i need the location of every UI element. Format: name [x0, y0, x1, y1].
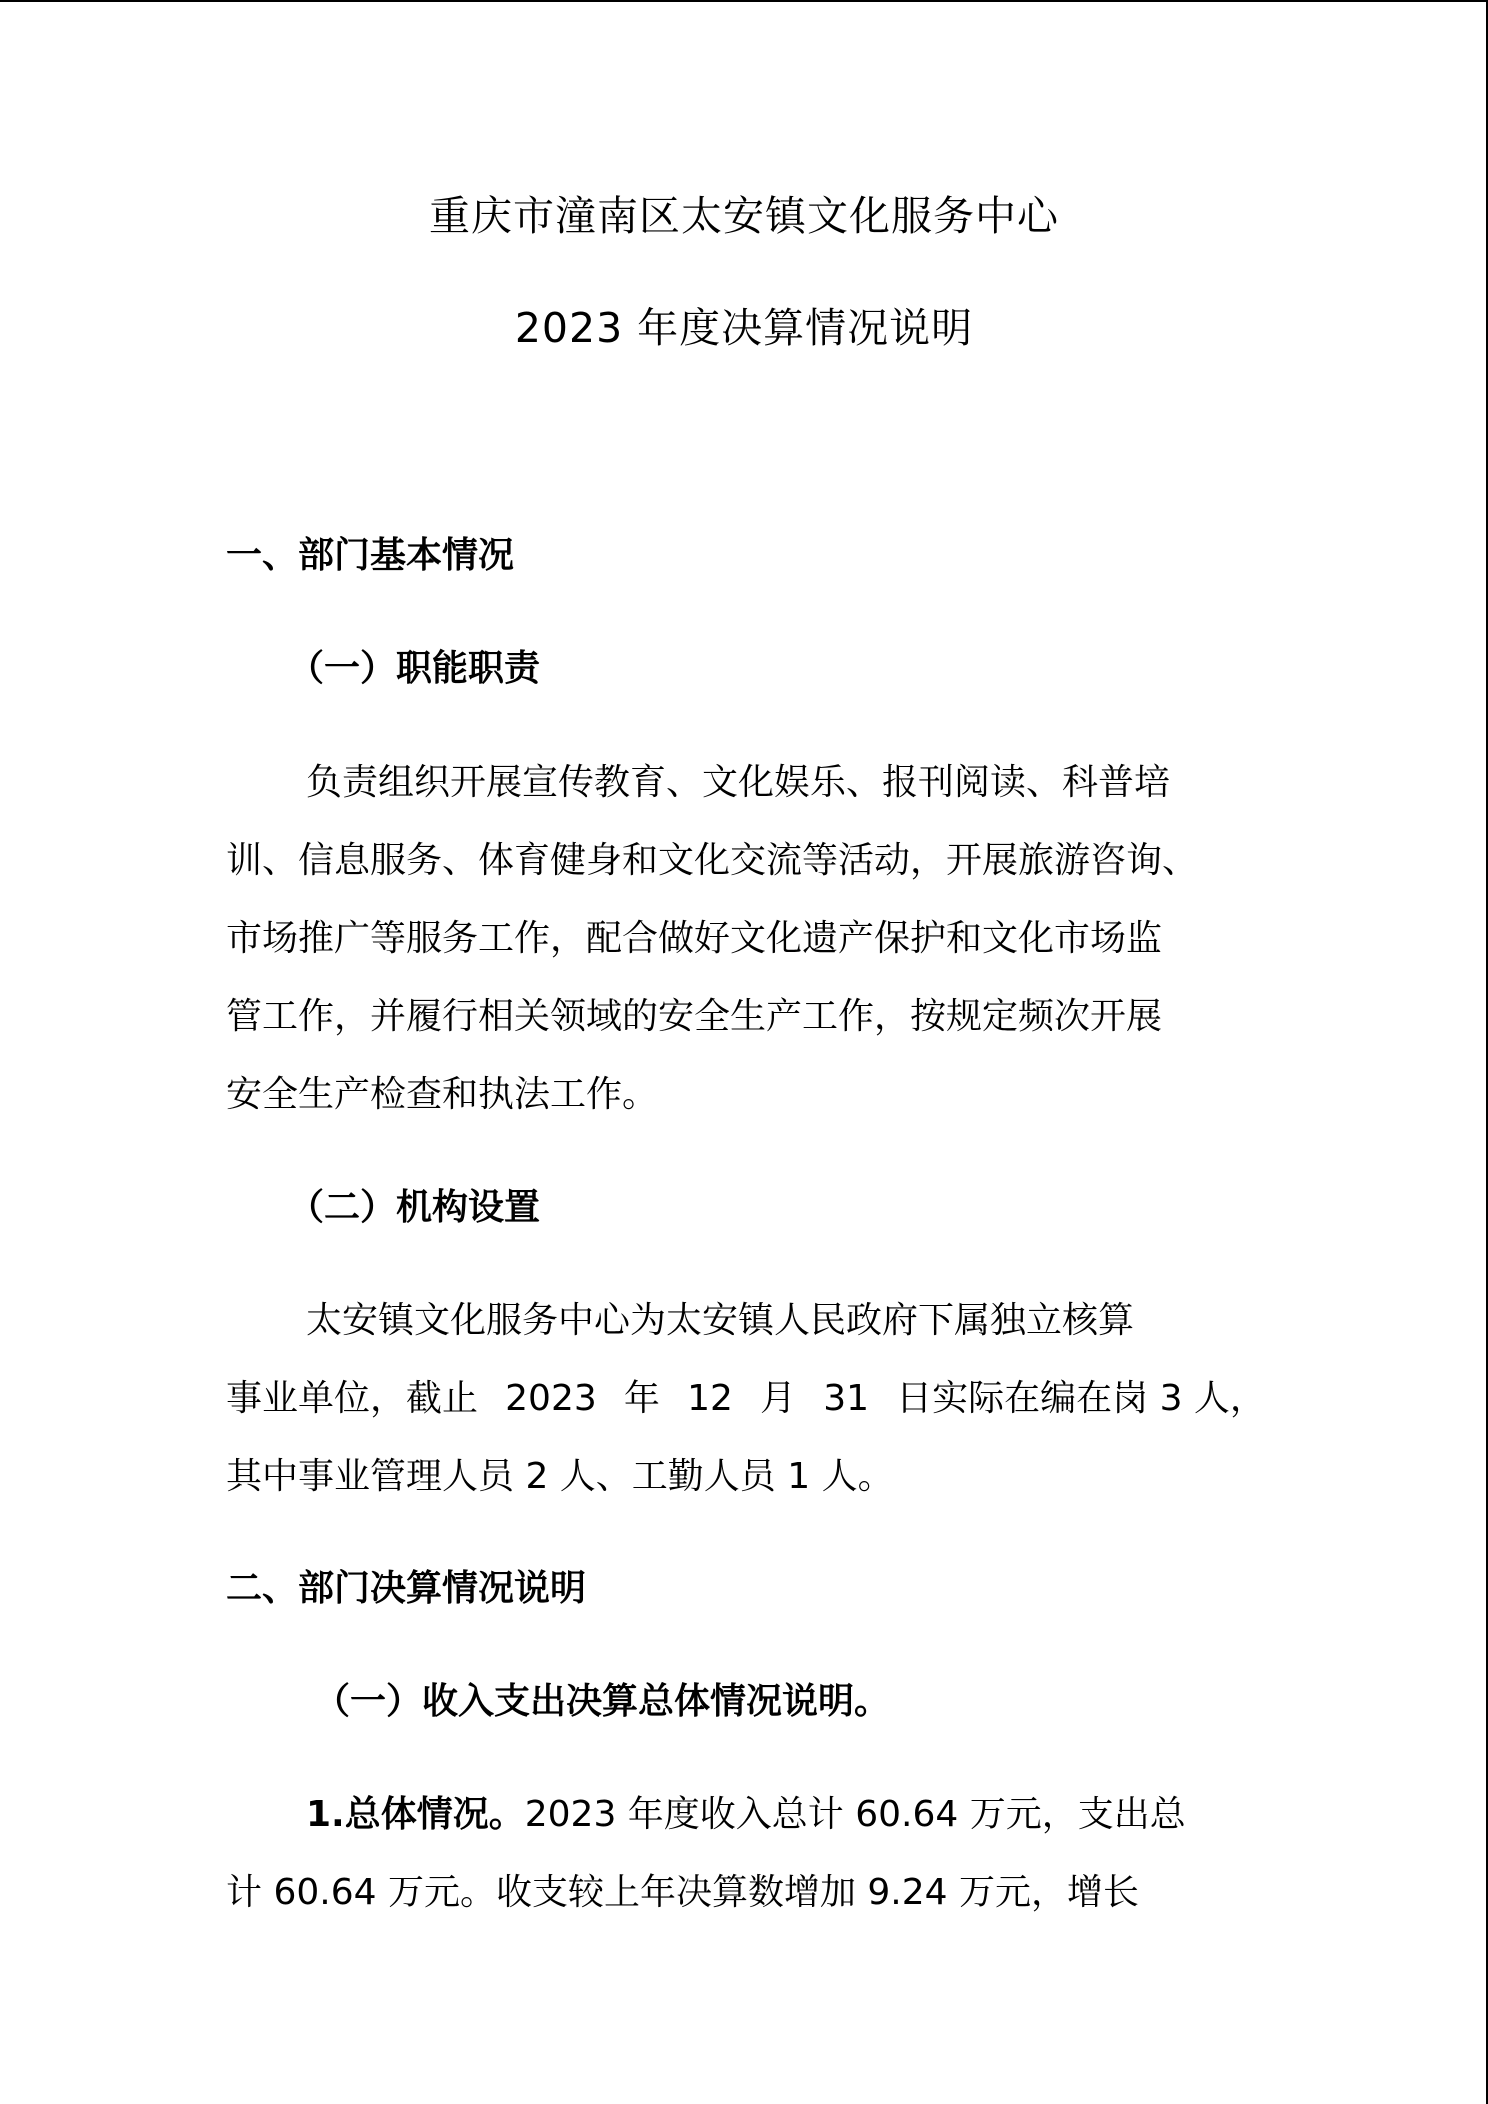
- overall-paragraph: [226, 1776, 1266, 1932]
- duties-line-3: 市场推广等服务工作，配合做好文化遗产保护和文化市场监: [226, 918, 1163, 959]
- document-title-line2: 2023 年度决算情况说明: [514, 304, 974, 352]
- duties-paragraph: [226, 744, 1266, 1134]
- org-line-2: 事业单位，截止 2023 年 12 月 31 日实际在编在岗 3 人，: [226, 1378, 1266, 1419]
- section1-sub2-heading: （二）机构设置: [288, 1187, 541, 1228]
- document-title-line1: 重庆市潼南区太安镇文化服务中心: [429, 192, 1059, 240]
- overall-line-1: 1.总体情况。2023 年度收入总计 60.64 万元，支出总: [306, 1794, 1186, 1835]
- org-line-1: 太安镇文化服务中心为太安镇人民政府下属独立核算: [306, 1300, 1135, 1341]
- page-top-border: [0, 0, 1488, 2]
- overall-lead: 1.总体情况。: [306, 1794, 525, 1835]
- organization-paragraph: [226, 1282, 1266, 1516]
- section1-sub1-heading: （一）职能职责: [288, 648, 541, 689]
- section1-heading: 一、部门基本情况: [226, 535, 515, 576]
- section2-sub1-heading: （一）收入支出决算总体情况说明。: [314, 1681, 891, 1722]
- duties-line-1: 负责组织开展宣传教育、文化娱乐、报刊阅读、科普培: [306, 762, 1171, 803]
- overall-line-2: 计 60.64 万元。收支较上年决算数增加 9.24 万元，增长: [226, 1872, 1139, 1913]
- org-line-3: 其中事业管理人员 2 人、工勤人员 1 人。: [226, 1456, 894, 1497]
- duties-line-5: 安全生产检查和执法工作。: [226, 1074, 659, 1115]
- duties-line-2: 训、信息服务、体育健身和文化交流等活动，开展旅游咨询、: [226, 840, 1199, 881]
- duties-line-4: 管工作，并履行相关领域的安全生产工作，按规定频次开展: [226, 996, 1163, 1037]
- section2-heading: 二、部门决算情况说明: [226, 1568, 587, 1609]
